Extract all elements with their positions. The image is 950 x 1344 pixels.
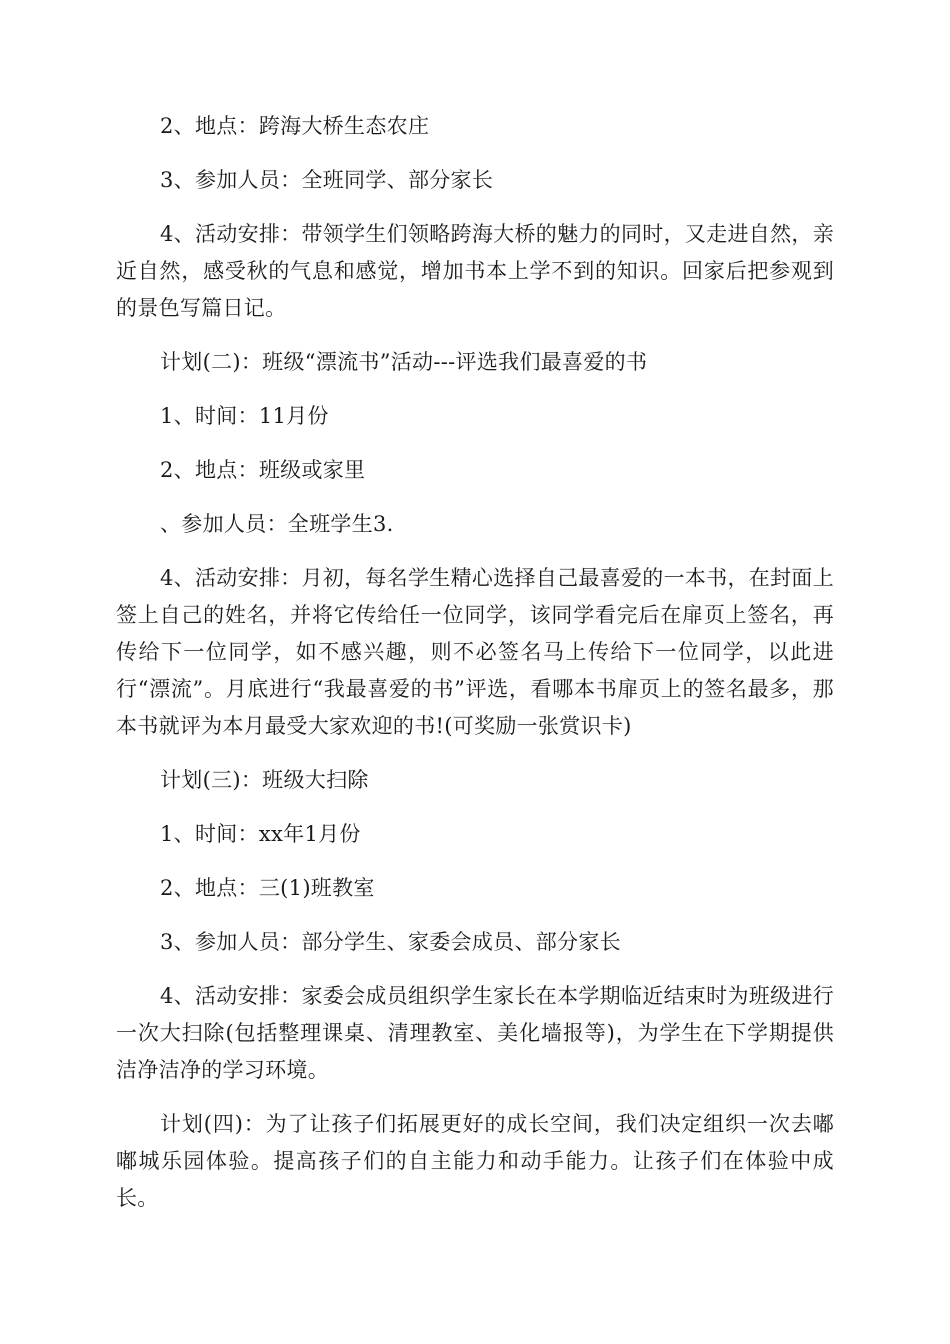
document-body xyxy=(116,108,834,1234)
plan-three-time: 1、时间：xx年1月份 xyxy=(160,822,361,846)
plan-three-participants: 3、参加人员：部分学生、家委会成员、部分家长 xyxy=(160,930,621,954)
plan-three-location: 2、地点：三(1)班教室 xyxy=(160,876,375,900)
plan-two-time: 1、时间：11月份 xyxy=(160,404,329,428)
plan-three-arrangement: 4、活动安排：家委会成员组织学生家长在本学期临近结束时为班级进行一次大扫除(包括整理课桌、清理教室、美化墙报等)，为学生在下学期提供洁净洁净的学习环境。 xyxy=(116,984,834,1082)
plan-four-paragraph: 计划(四)：为了让孩子们拓展更好的成长空间，我们决定组织一次去嘟嘟城乐园体验。提高孩子们的自主能力和动手能力。让孩子们在体验中成长。 xyxy=(116,1112,834,1210)
paragraph-location: 2、地点：跨海大桥生态农庄 xyxy=(160,114,430,138)
plan-two-location: 2、地点：班级或家里 xyxy=(160,458,366,482)
paragraph-arrangement: 4、活动安排：带领学生们领略跨海大桥的魅力的同时，又走进自然，亲近自然，感受秋的气息和感觉，增加书本上学不到的知识。回家后把参观到的景色写篇日记。 xyxy=(116,222,834,320)
plan-three-heading: 计划(三)：班级大扫除 xyxy=(160,768,369,792)
paragraph-participants: 3、参加人员：全班同学、部分家长 xyxy=(160,168,494,192)
plan-two-arrangement: 4、活动安排：月初，每名学生精心选择自己最喜爱的一本书，在封面上签上自己的姓名，并将它传给任一位同学，该同学看完后在扉页上签名，再传给下一位同学，如不感兴趣，则不必签名马上传给下一位同学，以此进行“漂流”。月底进行“我最喜爱的书”评选，看哪本书扉页上的签名最多，那本书就评为本月最受大家欢迎的书!(可奖励一张赏识卡) xyxy=(116,566,834,738)
plan-two-heading: 计划(二)：班级“漂流书”活动---评选我们最喜爱的书 xyxy=(160,350,648,374)
plan-two-participants: 、参加人员：全班学生3. xyxy=(160,512,394,536)
